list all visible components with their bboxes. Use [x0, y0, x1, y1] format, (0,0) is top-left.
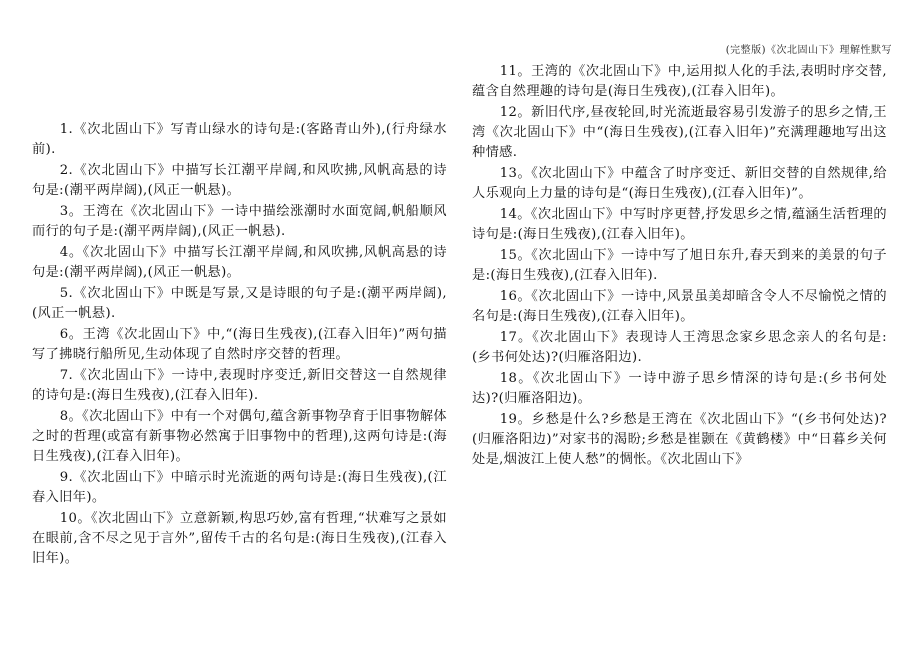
page-header: (完整版)《次北固山下》理解性默写 [725, 45, 892, 56]
question-item-15: 15。《次北固山下》一诗中写了旭日东升,春天到来的美景的句子是:(海日生残夜),(江春入旧年). [472, 248, 887, 283]
question-item-10: 10。《次北固山下》立意新颖,构思巧妙,富有哲理,“状难写之景如在眼前,含不尽之见于言外”,留传千古的名句是:(海日生残夜),(江春入旧年)。 [32, 511, 447, 566]
question-item-1: 1.《次北固山下》写青山绿水的诗句是:(客路青山外),(行舟绿水前). [32, 122, 447, 157]
left-column [32, 120, 447, 570]
question-item-9: 9.《次北固山下》中暗示时光流逝的两句诗是:(海日生残夜),(江春入旧年)。 [32, 470, 447, 505]
question-item-6: 6。王湾《次北固山下》中,“(海日生残夜),(江春入旧年)”两句描写了拂晓行船所见,生动体现了自然时序交替的哲理。 [32, 327, 447, 362]
question-item-16: 16。《次北固山下》一诗中,风景虽美却暗含令人不尽愉悦之情的名句是:(海日生残夜),(江春入旧年)。 [472, 289, 887, 324]
question-item-5: 5.《次北固山下》中既是写景,又是诗眼的句子是:(潮平两岸阔),(风正一帆悬). [32, 286, 447, 321]
question-item-14: 14。《次北固山下》中写时序更替,抒发思乡之情,蕴涵生活哲理的诗句是:(海日生残夜),(江春入旧年)。 [472, 207, 887, 242]
question-item-12: 12。新旧代序,昼夜轮回,时光流逝最容易引发游子的思乡之情,王湾《次北固山下》中“(海日生残夜),(江春入旧年)”充满理趣地写出这种情感. [472, 105, 887, 160]
question-item-7: 7.《次北固山下》一诗中,表现时序变迁,新旧交替这一自然规律的诗句是:(海日生残夜),(江春入旧年). [32, 368, 447, 403]
question-item-2: 2.《次北固山下》中描写长江潮平岸阔,和风吹拂,风帆高悬的诗句是:(潮平两岸阔),(风正一帆悬)。 [32, 163, 447, 198]
question-item-3: 3。王湾在《次北固山下》一诗中描绘涨潮时水面宽阔,帆船顺风而行的句子是:(潮平两岸阔),(风正一帆悬). [32, 204, 447, 239]
question-item-8: 8。《次北固山下》中有一个对偶句,蕴含新事物孕育于旧事物解体之时的哲理(或富有新事物必然寓于旧事物中的哲理),这两句诗是:(海日生残夜),(江春入旧年)。 [32, 409, 447, 464]
question-item-18: 18。《次北固山下》一诗中游子思乡情深的诗句是:(乡书何处达)?(归雁洛阳边)。 [472, 371, 887, 406]
right-column [472, 62, 887, 471]
question-item-17: 17。《次北固山下》表现诗人王湾思念家乡思念亲人的名句是:(乡书何处达)?(归雁洛阳边). [472, 330, 887, 365]
question-item-19: 19。乡愁是什么?乡愁是王湾在《次北固山下》“(乡书何处达)?(归雁洛阳边)”对家书的渴盼;乡愁是崔颢在《黄鹤楼》中“日暮乡关何处是,烟波江上使人愁”的惆怅。《次北固山下》 [472, 412, 887, 467]
question-item-13: 13。《次北固山下》中蕴含了时序变迁、新旧交替的自然规律,给人乐观向上力量的诗句是“(海日生残夜),(江春入旧年)”。 [472, 166, 887, 201]
question-item-4: 4。《次北固山下》中描写长江潮平岸阔,和风吹拂,风帆高悬的诗句是:(潮平两岸阔),(风正一帆悬)。 [32, 245, 447, 280]
question-item-11: 11。王湾的《次北固山下》中,运用拟人化的手法,表明时序交替,蕴含自然理趣的诗句是(海日生残夜),(江春入旧年)。 [472, 64, 887, 99]
